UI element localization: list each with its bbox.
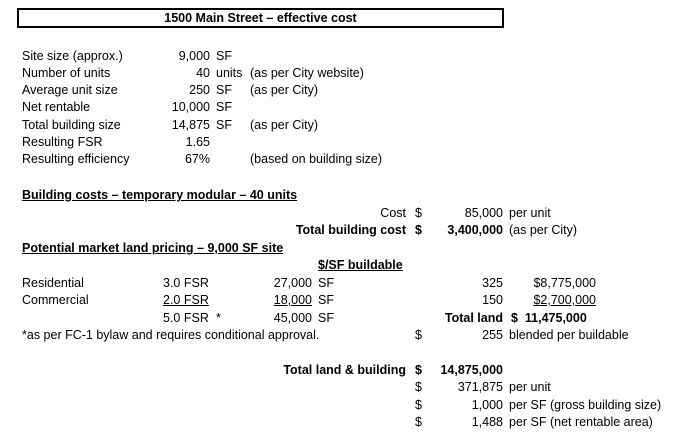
summary-label: Net rentable xyxy=(22,100,91,114)
land-row-unit: SF xyxy=(318,276,334,290)
land-sum-area: 45,000 xyxy=(273,311,312,325)
total-land-value: $ 11,475,000 xyxy=(511,311,587,325)
summary-unit: units xyxy=(216,66,243,80)
total-land-building-label: Total land & building xyxy=(283,363,406,377)
land-row-total: $8,775,000 xyxy=(533,276,596,290)
total-building-cost-note: (as per City) xyxy=(509,223,578,237)
metric-dollar: $ xyxy=(415,398,422,412)
summary-note: (based on building size) xyxy=(250,152,383,166)
per-sf-buildable-header: $/SF buildable xyxy=(318,258,403,272)
total-land-building-value: 14,875,000 xyxy=(440,363,503,377)
summary-note: (as per City) xyxy=(250,83,319,97)
summary-value: 40 xyxy=(196,66,210,80)
summary-label: Average unit size xyxy=(22,83,118,97)
total-building-cost-value: 3,400,000 xyxy=(447,223,503,237)
summary-unit: SF xyxy=(216,118,232,132)
metric-value: 371,875 xyxy=(457,380,503,394)
land-row-label: Commercial xyxy=(22,293,89,307)
summary-unit: SF xyxy=(216,49,232,63)
total-building-cost-label: Total building cost xyxy=(295,223,406,237)
total-land-building-dollar: $ xyxy=(415,363,422,377)
land-row-unit: SF xyxy=(318,293,334,307)
land-row-rate: 150 xyxy=(482,293,503,307)
cost-value: 85,000 xyxy=(464,206,503,220)
cost-note: per unit xyxy=(509,206,551,220)
summary-value: 1.65 xyxy=(185,135,210,149)
land-row-fsr: 2.0 FSR xyxy=(163,293,209,307)
total-land-label: Total land xyxy=(444,311,503,325)
summary-value: 250 xyxy=(189,83,210,97)
summary-unit: SF xyxy=(216,100,232,114)
summary-label: Total building size xyxy=(22,118,121,132)
blended-value: 255 xyxy=(482,328,503,342)
summary-label: Resulting FSR xyxy=(22,135,103,149)
land-pricing-heading: Potential market land pricing – 9,000 SF site xyxy=(22,241,284,255)
total-building-cost-dollar: $ xyxy=(415,223,422,237)
metric-dollar: $ xyxy=(415,380,422,394)
land-row-area: 18,000 xyxy=(273,293,312,307)
land-row-label: Residential xyxy=(22,276,84,290)
summary-value: 10,000 xyxy=(171,100,210,114)
metric-value: 1,488 xyxy=(471,415,503,429)
land-sum-star: * xyxy=(216,311,221,325)
title-box xyxy=(17,8,504,28)
land-footnote: *as per FC-1 bylaw and requires conditional approval. xyxy=(22,328,320,342)
land-sum-unit: SF xyxy=(318,311,334,325)
summary-note: (as per City website) xyxy=(250,66,364,80)
page-title: 1500 Main Street – effective cost xyxy=(164,11,357,25)
metric-note: per SF (net rentable area) xyxy=(509,415,653,429)
land-row-area: 27,000 xyxy=(273,276,312,290)
land-sum-fsr: 5.0 FSR xyxy=(163,311,209,325)
land-row-total: $2,700,000 xyxy=(533,293,596,307)
cost-label: Cost xyxy=(380,206,406,220)
blended-dollar: $ xyxy=(415,328,422,342)
summary-label: Number of units xyxy=(22,66,111,80)
metric-note: per unit xyxy=(509,380,551,394)
land-row-rate: 325 xyxy=(482,276,503,290)
building-costs-heading: Building costs – temporary modular – 40 units xyxy=(22,188,298,202)
metric-dollar: $ xyxy=(415,415,422,429)
summary-value: 14,875 xyxy=(171,118,210,132)
cost-dollar: $ xyxy=(415,206,422,220)
summary-value: 9,000 xyxy=(178,49,210,63)
summary-label: Site size (approx.) xyxy=(22,49,123,63)
summary-note: (as per City) xyxy=(250,118,319,132)
metric-value: 1,000 xyxy=(471,398,503,412)
blended-note: blended per buildable xyxy=(509,328,629,342)
summary-value: 67% xyxy=(184,152,210,166)
summary-label: Resulting efficiency xyxy=(22,152,130,166)
land-row-fsr: 3.0 FSR xyxy=(163,276,209,290)
metric-note: per SF (gross building size) xyxy=(509,398,662,412)
summary-unit: SF xyxy=(216,83,232,97)
